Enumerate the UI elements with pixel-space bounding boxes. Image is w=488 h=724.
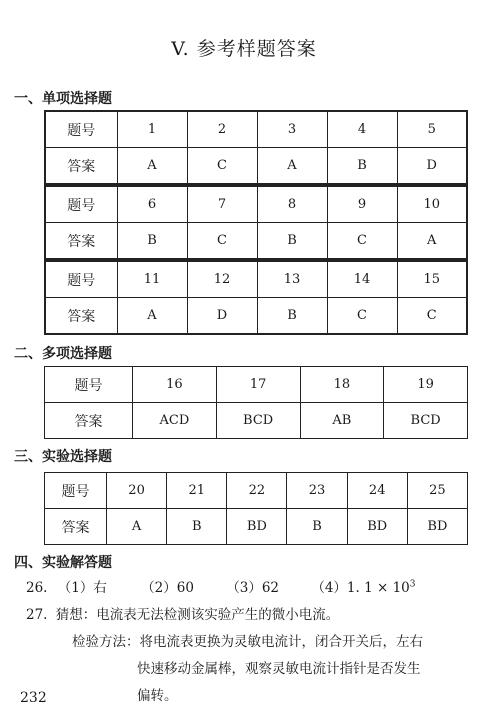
question-number: 1 <box>117 111 187 148</box>
q26-part4 <box>311 576 415 596</box>
question-number: 17 <box>216 367 300 403</box>
row-label-num: 题号 <box>45 261 117 298</box>
question-number: 21 <box>167 473 227 509</box>
question-number: 9 <box>327 186 397 223</box>
table-row <box>45 367 468 403</box>
question-number: 13 <box>257 261 327 298</box>
q26-part1: （1）右 <box>57 580 107 596</box>
q27-method-line2: 快速移动金属棒，观察灵敏电流计指针是否发生 <box>137 661 421 677</box>
question-number: 25 <box>407 473 467 509</box>
table-row <box>45 186 467 223</box>
answer-cell: BD <box>227 509 287 545</box>
q26-label: 26. <box>26 580 48 596</box>
section-heading-multi-choice: 二、多项选择题 <box>14 346 112 362</box>
row-label-num: 题号 <box>45 473 107 509</box>
answer-cell: BD <box>407 509 467 545</box>
table-row <box>45 148 467 185</box>
question-number: 10 <box>397 186 467 223</box>
page-title: V. 参考样题答案 <box>171 38 317 60</box>
table-row <box>45 261 467 298</box>
question-number: 22 <box>227 473 287 509</box>
row-label-num: 题号 <box>45 367 133 403</box>
question-number: 20 <box>107 473 167 509</box>
answer-cell: A <box>257 148 327 185</box>
single-choice-table-2 <box>44 185 468 260</box>
q27-method-line3: 偏转。 <box>137 688 178 704</box>
answer-cell: BCD <box>216 403 300 439</box>
row-label-ans: 答案 <box>45 298 117 335</box>
question-number: 16 <box>133 367 217 403</box>
answer-cell: C <box>327 223 397 260</box>
q26-part3: （3）62 <box>226 580 280 596</box>
question-number: 4 <box>327 111 397 148</box>
row-label-ans: 答案 <box>45 148 117 185</box>
answer-cell: B <box>167 509 227 545</box>
answer-cell: A <box>107 509 167 545</box>
single-choice-table-1 <box>44 110 468 185</box>
answer-cell: BD <box>347 509 407 545</box>
table-row <box>45 509 468 545</box>
question-number: 23 <box>287 473 347 509</box>
question-number: 12 <box>187 261 257 298</box>
q27-guess-line <box>26 603 339 623</box>
answer-cell: D <box>187 298 257 335</box>
question-number: 2 <box>187 111 257 148</box>
answer-cell: B <box>287 509 347 545</box>
experiment-choice-table <box>44 472 468 545</box>
answer-cell: B <box>257 298 327 335</box>
q26-part4-exponent: 3 <box>409 579 416 590</box>
page-number: 232 <box>20 690 47 706</box>
answer-cell: B <box>117 223 187 260</box>
row-label-num: 题号 <box>45 186 117 223</box>
question-number: 19 <box>384 367 468 403</box>
row-label-ans: 答案 <box>45 223 117 260</box>
answer-cell: C <box>187 223 257 260</box>
single-choice-table-3 <box>44 260 468 335</box>
question-number: 18 <box>300 367 384 403</box>
answer-cell: C <box>397 298 467 335</box>
q26-part2: （2）60 <box>141 580 194 596</box>
answer-cell: B <box>257 223 327 260</box>
q27-label: 27. <box>26 607 48 623</box>
q26-line <box>26 576 416 596</box>
row-label-ans: 答案 <box>45 403 133 439</box>
answer-cell: A <box>117 298 187 335</box>
answer-cell: AB <box>300 403 384 439</box>
question-number: 3 <box>257 111 327 148</box>
section-heading-single-choice: 一、单项选择题 <box>14 91 112 107</box>
answer-cell: C <box>327 298 397 335</box>
answer-cell: A <box>397 223 467 260</box>
row-label-num: 题号 <box>45 111 117 148</box>
question-number: 8 <box>257 186 327 223</box>
answer-cell: D <box>397 148 467 185</box>
question-number: 7 <box>187 186 257 223</box>
table-row <box>45 403 468 439</box>
section-heading-experiment-answer: 四、实验解答题 <box>14 555 112 571</box>
question-number: 15 <box>397 261 467 298</box>
table-row <box>45 298 467 335</box>
answer-cell: ACD <box>133 403 217 439</box>
question-number: 24 <box>347 473 407 509</box>
answer-cell: BCD <box>384 403 468 439</box>
table-row <box>45 473 468 509</box>
answer-cell: A <box>117 148 187 185</box>
q27-method-line1 <box>72 630 423 650</box>
question-number: 11 <box>117 261 187 298</box>
q27-method-label: 检验方法： <box>72 634 140 650</box>
question-number: 5 <box>397 111 467 148</box>
table-row <box>45 223 467 260</box>
multi-choice-table <box>44 366 468 439</box>
q26-part4-base: （4）1. 1 × 10 <box>311 580 410 596</box>
table-row <box>45 111 467 148</box>
q27-guess: 猜想：电流表无法检测该实验产生的微小电流。 <box>55 607 340 623</box>
answer-cell: C <box>187 148 257 185</box>
q27-method-text1: 将电流表更换为灵敏电流计，闭合开关后，左右 <box>139 634 423 650</box>
answer-cell: B <box>327 148 397 185</box>
question-number: 14 <box>327 261 397 298</box>
row-label-ans: 答案 <box>45 509 107 545</box>
question-number: 6 <box>117 186 187 223</box>
section-heading-experiment-choice: 三、实验选择题 <box>14 449 112 465</box>
